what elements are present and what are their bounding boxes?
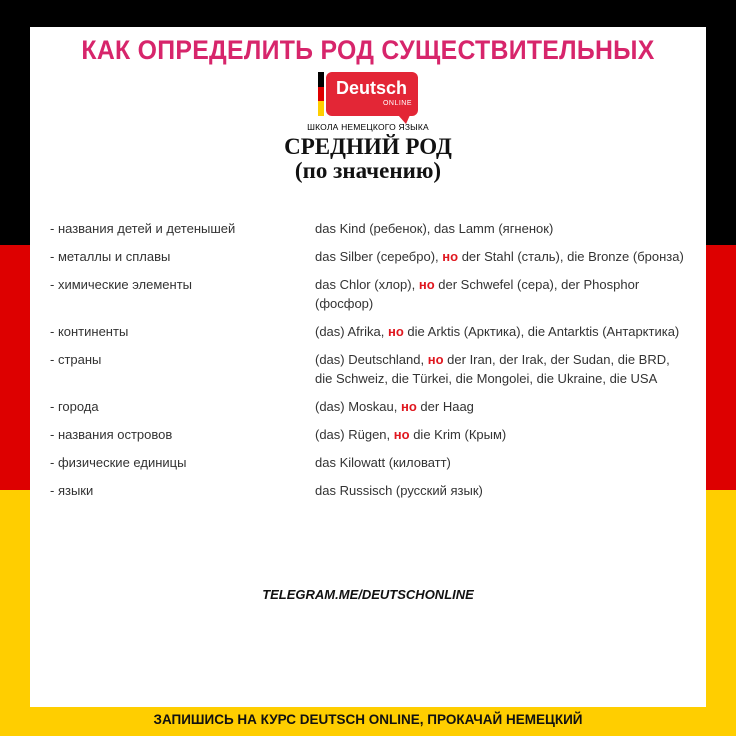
rule-examples: (das) Deutschland, но der Iran, der Irak, der Sudan, die BRD, die Schweiz, die Türkei, die Mongolei, die Ukraine, die USA — [315, 352, 670, 386]
logo-brand: Deutsch — [336, 78, 408, 98]
footer-call-to-action: ЗАПИШИСЬ НА КУРС DEUTSCH ONLINE, ПРОКАЧАЙ НЕМЕЦКИЙ — [153, 712, 583, 727]
rule-row — [50, 350, 690, 388]
page-title: КАК ОПРЕДЕЛИТЬ РОД СУЩЕСТВИТЕЛЬНЫХ — [81, 35, 655, 65]
rule-term: - страны — [50, 352, 102, 367]
rule-row — [50, 397, 690, 416]
rule-row — [50, 219, 690, 238]
rule-row — [50, 247, 690, 266]
logo-speech-bubble-icon — [326, 72, 418, 116]
content-card — [30, 27, 706, 707]
rule-term: - химические элементы — [50, 277, 193, 292]
rule-examples: (das) Rügen, но die Krim (Крым) — [315, 427, 507, 442]
section-heading-line2: (по значению) — [294, 158, 442, 183]
rule-term: - металлы и сплавы — [50, 249, 171, 264]
section-heading-line1: СРЕДНИЙ РОД — [284, 134, 452, 159]
rule-term: - города — [50, 399, 99, 414]
rule-row — [50, 275, 690, 313]
rule-examples: das Kind (ребенок), das Lamm (ягненок) — [315, 221, 554, 236]
exception-marker: но — [387, 324, 404, 339]
logo-flag-icon — [318, 72, 324, 116]
exception-marker: но — [401, 399, 417, 414]
rule-term: - физические единицы — [50, 455, 187, 470]
exception-marker: но — [393, 427, 410, 442]
section-heading — [30, 135, 706, 183]
rule-list — [50, 219, 690, 500]
rule-term: - континенты — [50, 324, 129, 339]
rule-examples: das Kilowatt (киловатт) — [315, 455, 451, 470]
rule-row — [50, 453, 690, 472]
logo-brand-sub: ONLINE — [382, 100, 412, 107]
exception-marker: но — [418, 277, 435, 292]
rule-term: - названия островов — [50, 427, 173, 442]
rule-row — [50, 425, 690, 444]
school-caption: ШКОЛА НЕМЕЦКОГО ЯЗЫКА — [307, 122, 429, 132]
rule-examples: das Russisch (русский язык) — [315, 483, 483, 498]
rule-examples: (das) Afrika, но die Arktis (Арктика), die Antarktis (Антарктика) — [315, 324, 680, 339]
rule-examples: (das) Moskau, но der Haag — [315, 399, 474, 414]
rule-term: - названия детей и детенышей — [50, 221, 236, 236]
rule-examples: das Chlor (хлор), но der Schwefel (сера), der Phosphor (фосфор) — [315, 277, 640, 311]
rule-row — [50, 481, 690, 500]
telegram-link[interactable]: TELEGRAM.ME/DEUTSCHONLINE — [262, 587, 474, 602]
exception-marker: но — [427, 352, 444, 367]
rule-examples: das Silber (серебро), но der Stahl (сталь), die Bronze (бронза) — [315, 249, 684, 264]
rule-row — [50, 322, 690, 341]
exception-marker: но — [442, 249, 459, 264]
rule-term: - языки — [50, 483, 94, 498]
